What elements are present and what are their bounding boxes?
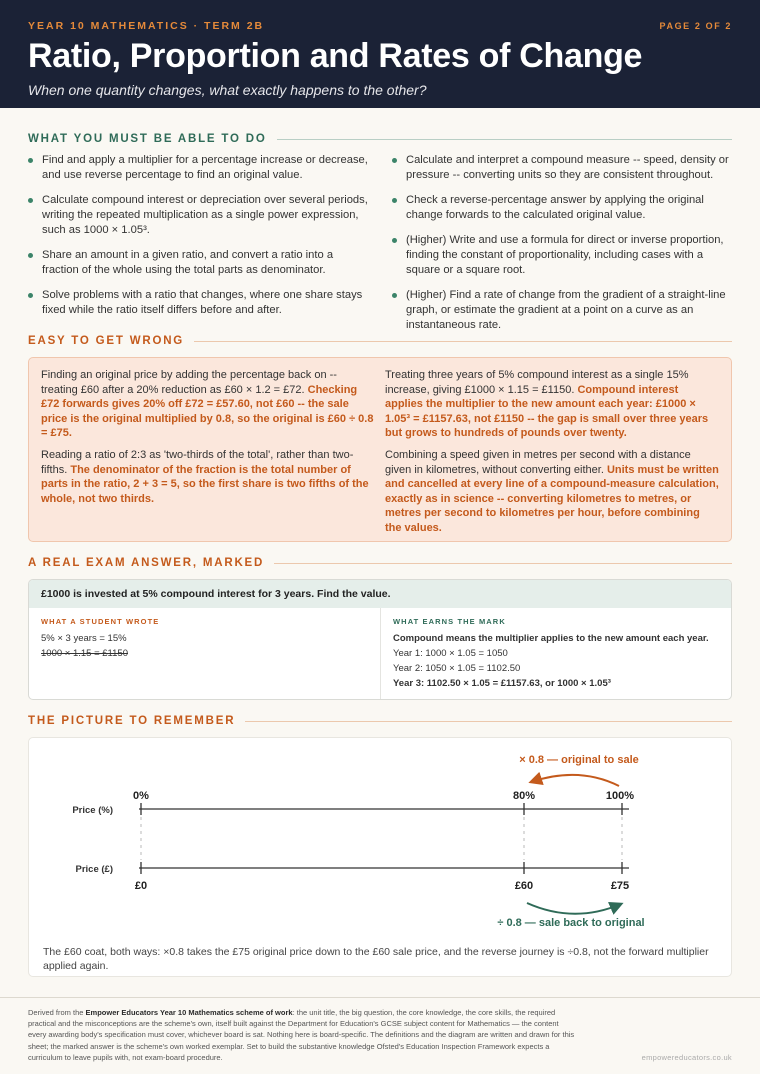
section-label: A REAL EXAM ANSWER, MARKED <box>28 557 265 569</box>
section-label: THE PICTURE TO REMEMBER <box>28 715 236 727</box>
misconception-error: Finding an original price by adding the percentage back on -- treating £60 after a 20% reduction as £60 × 1.2 = £72. <box>41 369 337 396</box>
objective-item: Calculate compound interest or depreciation over several periods, writing the repeated multiplication as a single power expression, such as 1000 × 1.05³. <box>28 193 368 238</box>
axis-label-percent: Price (%) <box>72 805 113 816</box>
axis-label-pound: Price (£) <box>75 864 113 875</box>
misconception-correction: The denominator of the fraction is the total number of parts in the ratio, 2 + 3 = 5, so the first share is two fifths of the whole, not two thirds. <box>41 463 369 505</box>
footer-text-post: : the unit title, the big question, the core knowledge, the core skills, the required practical and the misconceptions are the scheme's own, itself built against the Department for Education's GCSE subject content for Mathematics — the content every awarding body's specification must cover, whichever board is sat. Nothing here is board-specific. The definitions and the diagram are written and drawn for this sheet; the marked answer is the scheme's own worked exemplar. Set to build the substantive knowledge Ofsted's Education Inspection Framework expects a curriculum to leave pupils with, not exam-board procedure. <box>28 1008 575 1062</box>
student-answer-heading: WHAT A STUDENT WROTE <box>41 617 160 626</box>
exam-answer-box <box>28 579 732 700</box>
mark-line: Compound means the multiplier applies to the new amount each year. <box>393 633 709 644</box>
misconception-error: Combining a speed given in metres per second with a distance given in kilometres, without converting either. <box>385 448 691 476</box>
tick-label-percent: 100% <box>605 790 635 802</box>
mark-line: Year 2: 1050 × 1.05 = 1102.50 <box>393 663 521 674</box>
misconception-item <box>41 448 375 506</box>
misconception-correction: Compound interest applies the multiplier to the new amount each year: £1000 × 1.05³ = £1157.63, not £1150 -- the gap is small over three years but grows to hundreds of pounds over twenty. <box>385 383 709 440</box>
forward-arrow <box>531 775 619 786</box>
section-rule <box>245 721 732 722</box>
tick-label-pound: £75 <box>610 880 630 892</box>
section-label: WHAT YOU MUST BE ABLE TO DO <box>28 133 267 145</box>
tick-label-pound: £60 <box>514 880 534 892</box>
student-line-crossed: 1000 × 1.15 = £1150 <box>41 648 128 659</box>
objectives-column-right <box>392 153 732 343</box>
objective-item: Check a reverse-percentage answer by applying the original change forwards to the calculated original value. <box>392 193 732 223</box>
misconceptions-box <box>28 357 732 542</box>
tick-label-percent: 80% <box>512 790 536 802</box>
diagram-caption: The £60 coat, both ways: ×0.8 takes the £75 original price down to the £60 sale price, and the reverse journey is ÷0.8, not the forward multiplier applied again. <box>43 946 709 972</box>
objectives-column-left <box>28 153 368 343</box>
mark-line: Year 3: 1102.50 × 1.05 = £1157.63, or 1000 × 1.05³ <box>393 678 611 689</box>
misconception-item <box>385 448 719 536</box>
misconception-correction: Checking £72 forwards gives 20% off £72 = £57.60, not £60 -- the sale price is the original multiplied by 0.8, so the original is £60 ÷ 0.8 = £75. <box>41 383 374 440</box>
number-line-diagram <box>28 737 732 977</box>
mark-line: Year 1: 1000 × 1.05 = 1050 <box>393 648 508 659</box>
page-header <box>0 0 760 108</box>
objective-item: (Higher) Find a rate of change from the gradient of a straight-line graph, or estimate the gradient at a point on a curve as an instantaneous rate. <box>392 288 732 333</box>
misconceptions-column-left <box>41 368 375 531</box>
student-answer-column <box>29 608 380 700</box>
objective-item: Share an amount in a given ratio, and convert a ratio into a fraction of the whole using the total parts as denominator. <box>28 248 368 278</box>
section-heading-wrong <box>28 335 732 347</box>
section-rule <box>277 139 732 140</box>
reverse-divisor-label: ÷ 0.8 — sale back to original <box>497 917 645 929</box>
objective-item: Solve problems with a ratio that changes, where one share stays fixed while the ratio itself differs before and after. <box>28 288 368 318</box>
mark-scheme-heading: WHAT EARNS THE MARK <box>393 617 506 626</box>
footer-note <box>28 1007 576 1063</box>
page-subtitle: When one quantity changes, what exactly happens to the other? <box>28 82 427 98</box>
section-rule <box>194 341 732 342</box>
mark-scheme-column <box>380 608 731 700</box>
page-number: PAGE 2 OF 2 <box>659 21 732 31</box>
footer-url: empowereducators.co.uk <box>641 1053 732 1062</box>
misconception-item <box>385 368 719 441</box>
objectives-list <box>28 153 732 343</box>
objective-item: Calculate and interpret a compound measure -- speed, density or pressure -- converting units so they are consistent throughout. <box>392 153 732 183</box>
objective-item: (Higher) Write and use a formula for direct or inverse proportion, finding the constant of proportionality, including cases with a square or a square root. <box>392 233 732 278</box>
student-line: 5% × 3 years = 15% <box>41 633 127 644</box>
page-title: Ratio, Proportion and Rates of Change <box>28 37 643 75</box>
misconception-item <box>41 368 375 441</box>
section-heading-exam <box>28 557 732 569</box>
footer-source: Empower Educators Year 10 Mathematics scheme of work <box>85 1008 293 1017</box>
footer-text-pre: Derived from the <box>28 1008 86 1017</box>
double-number-line <box>29 738 733 943</box>
section-heading-picture <box>28 715 732 727</box>
misconception-correction: Units must be written and cancelled at every line of a compound-measure calculation, exactly as in science -- converting kilometres to metres, or metres per second to kilometres per hour, before combining the values. <box>385 463 719 534</box>
exam-columns <box>29 608 731 700</box>
course-kicker: YEAR 10 MATHEMATICS · TERM 2B <box>28 20 265 32</box>
misconception-error: Treating three years of 5% compound interest as a single 15% increase, giving £1000 × 1.15 = £1150. <box>385 369 689 396</box>
section-heading-must <box>28 133 732 145</box>
section-label: EASY TO GET WRONG <box>28 335 185 347</box>
reverse-arrow <box>527 903 621 914</box>
misconceptions-column-right <box>385 368 719 534</box>
tick-label-pound: £0 <box>134 880 148 892</box>
footer-divider <box>0 997 760 998</box>
exam-question: £1000 is invested at 5% compound interest for 3 years. Find the value. <box>29 580 731 608</box>
misconception-error: Reading a ratio of 2:3 as 'two-thirds of the total', rather than two-fifths. <box>41 448 354 476</box>
objective-item: Find and apply a multiplier for a percentage increase or decrease, and use reverse percentage to find an original value. <box>28 153 368 183</box>
section-rule <box>274 563 732 564</box>
forward-multiplier-label: × 0.8 — original to sale <box>519 754 639 766</box>
tick-label-percent: 0% <box>133 790 149 802</box>
